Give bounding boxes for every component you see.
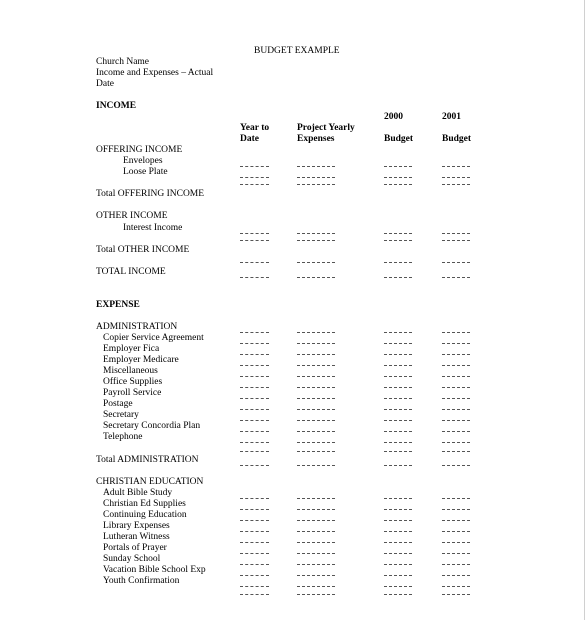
blank-entry-line [384,376,412,377]
offering-income-total: Total OFFERING INCOME [96,189,205,199]
blank-entry-line [297,376,335,377]
blank-entry-line [384,354,412,355]
col-year-to-date-line2: Date [240,134,259,144]
other-income-heading: OTHER INCOME [96,211,168,221]
blank-entry-line [297,465,335,466]
blank-entry-line [240,451,269,452]
blank-entry-line [240,184,269,185]
blank-entry-line [442,586,470,587]
blank-entry-line [240,262,269,263]
blank-entry-line [384,553,412,554]
education-item: Sunday School [103,554,161,564]
blank-entry-line [297,240,335,241]
blank-entry-line [384,531,412,532]
admin-item: Secretary Concordia Plan [103,421,201,431]
education-item: Youth Confirmation [103,576,180,586]
admin-item: Miscellaneous [103,366,158,376]
blank-entry-line [442,553,470,554]
blank-entry-line [442,442,470,443]
education-item: Vacation Bible School Exp [103,565,206,575]
blank-entry-line [297,420,335,421]
blank-entry-line [442,594,470,595]
blank-entry-line [384,564,412,565]
blank-entry-line [384,277,412,278]
report-type-label: Income and Expenses – Actual [96,68,214,78]
blank-entry-line [442,354,470,355]
blank-entry-line [297,409,335,410]
offering-item-envelopes: Envelopes [123,156,163,166]
other-income-total: Total OTHER INCOME [96,245,190,255]
admin-item: Telephone [103,432,143,442]
blank-entry-line [240,575,269,576]
blank-entry-line [297,531,335,532]
blank-entry-line [240,520,269,521]
blank-entry-line [297,542,335,543]
education-item: Lutheran Witness [103,532,170,542]
blank-entry-line [297,398,335,399]
total-income: TOTAL INCOME [96,267,166,277]
blank-entry-line [442,509,470,510]
blank-entry-line [297,354,335,355]
blank-entry-line [240,420,269,421]
blank-entry-line [240,376,269,377]
blank-entry-line [297,387,335,388]
blank-entry-line [240,586,269,587]
blank-entry-line [297,277,335,278]
blank-entry-line [297,262,335,263]
blank-entry-line [442,409,470,410]
blank-entry-line [442,166,470,167]
blank-entry-line [442,564,470,565]
blank-entry-line [384,420,412,421]
blank-entry-line [442,365,470,366]
blank-entry-line [297,586,335,587]
admin-item: Employer Fica [103,344,160,354]
blank-entry-line [384,177,412,178]
blank-entry-line [442,277,470,278]
blank-entry-line [442,177,470,178]
blank-entry-line [297,498,335,499]
admin-item: Employer Medicare [103,355,179,365]
blank-entry-line [442,420,470,421]
blank-entry-line [442,233,470,234]
blank-entry-line [442,531,470,532]
other-item-interest: Interest Income [123,223,183,233]
blank-entry-line [384,240,412,241]
blank-entry-line [240,332,269,333]
blank-entry-line [384,343,412,344]
blank-entry-line [384,509,412,510]
admin-item: Postage [103,399,133,409]
church-name-label: Church Name [96,57,150,67]
offering-item-loose-plate: Loose Plate [123,167,168,177]
blank-entry-line [384,332,412,333]
col-year-to-date-line1: Year to [240,123,270,133]
blank-entry-line [297,431,335,432]
blank-entry-line [384,520,412,521]
blank-entry-line [240,177,269,178]
blank-entry-line [240,564,269,565]
blank-entry-line [384,233,412,234]
blank-entry-line [442,343,470,344]
education-item: Adult Bible Study [103,488,173,498]
blank-entry-line [240,531,269,532]
blank-entry-line [442,498,470,499]
admin-item: Copier Service Agreement [103,333,204,343]
col-projected-line1: Project Yearly [297,123,355,133]
blank-entry-line [384,594,412,595]
blank-entry-line [240,409,269,410]
blank-entry-line [384,575,412,576]
expense-heading: EXPENSE [96,300,140,310]
blank-entry-line [384,498,412,499]
blank-entry-line [240,343,269,344]
blank-entry-line [240,553,269,554]
blank-entry-line [240,233,269,234]
blank-entry-line [297,594,335,595]
blank-entry-line [297,233,335,234]
blank-entry-line [240,240,269,241]
blank-entry-line [442,431,470,432]
blank-entry-line [297,442,335,443]
blank-entry-line [297,451,335,452]
blank-entry-line [240,431,269,432]
blank-entry-line [442,262,470,263]
blank-entry-line [442,520,470,521]
col-2000-budget: Budget [384,134,414,144]
blank-entry-line [384,398,412,399]
col-projected-line2: Expenses [297,134,335,144]
blank-entry-line [442,465,470,466]
offering-income-heading: OFFERING INCOME [96,145,183,155]
col-2000-year: 2000 [384,112,403,122]
blank-entry-line [240,509,269,510]
blank-entry-line [384,542,412,543]
col-2001-budget: Budget [442,134,472,144]
col-2001-year: 2001 [442,112,461,122]
blank-entry-line [442,398,470,399]
blank-entry-line [384,409,412,410]
blank-entry-line [297,184,335,185]
blank-entry-line [240,442,269,443]
admin-item: Office Supplies [103,377,163,387]
blank-entry-line [442,184,470,185]
blank-entry-line [297,332,335,333]
document-title: BUDGET EXAMPLE [254,46,340,56]
blank-entry-line [240,354,269,355]
blank-entry-line [240,398,269,399]
blank-entry-line [442,451,470,452]
administration-total: Total ADMINISTRATION [96,455,199,465]
blank-entry-line [442,387,470,388]
blank-entry-line [384,184,412,185]
education-item: Portals of Prayer [103,543,167,553]
christian-education-heading: CHRISTIAN EDUCATION [96,477,204,487]
blank-entry-line [297,520,335,521]
blank-entry-line [442,376,470,377]
blank-entry-line [240,166,269,167]
blank-entry-line [384,451,412,452]
income-heading: INCOME [96,101,137,111]
blank-entry-line [442,240,470,241]
blank-entry-line [297,564,335,565]
blank-entry-line [240,365,269,366]
blank-entry-line [240,277,269,278]
blank-entry-line [384,166,412,167]
blank-entry-line [240,498,269,499]
education-item: Christian Ed Supplies [103,499,186,509]
blank-entry-line [442,575,470,576]
administration-heading: ADMINISTRATION [96,322,178,332]
admin-item: Payroll Service [103,388,162,398]
blank-entry-line [240,542,269,543]
admin-item: Secretary [103,410,139,420]
blank-entry-line [384,262,412,263]
blank-entry-line [384,431,412,432]
blank-entry-line [297,509,335,510]
blank-entry-line [297,166,335,167]
blank-entry-line [297,575,335,576]
blank-entry-line [297,365,335,366]
blank-entry-line [297,553,335,554]
blank-entry-line [297,343,335,344]
blank-entry-line [384,442,412,443]
education-item: Library Expenses [103,521,170,531]
blank-entry-line [240,594,269,595]
blank-entry-line [442,332,470,333]
blank-entry-line [297,177,335,178]
date-label: Date [96,79,114,89]
education-item: Continuing Education [103,510,187,520]
blank-entry-line [384,465,412,466]
blank-entry-line [240,387,269,388]
blank-entry-line [384,365,412,366]
blank-entry-line [442,542,470,543]
blank-entry-line [384,387,412,388]
blank-entry-line [384,586,412,587]
blank-entry-line [240,465,269,466]
